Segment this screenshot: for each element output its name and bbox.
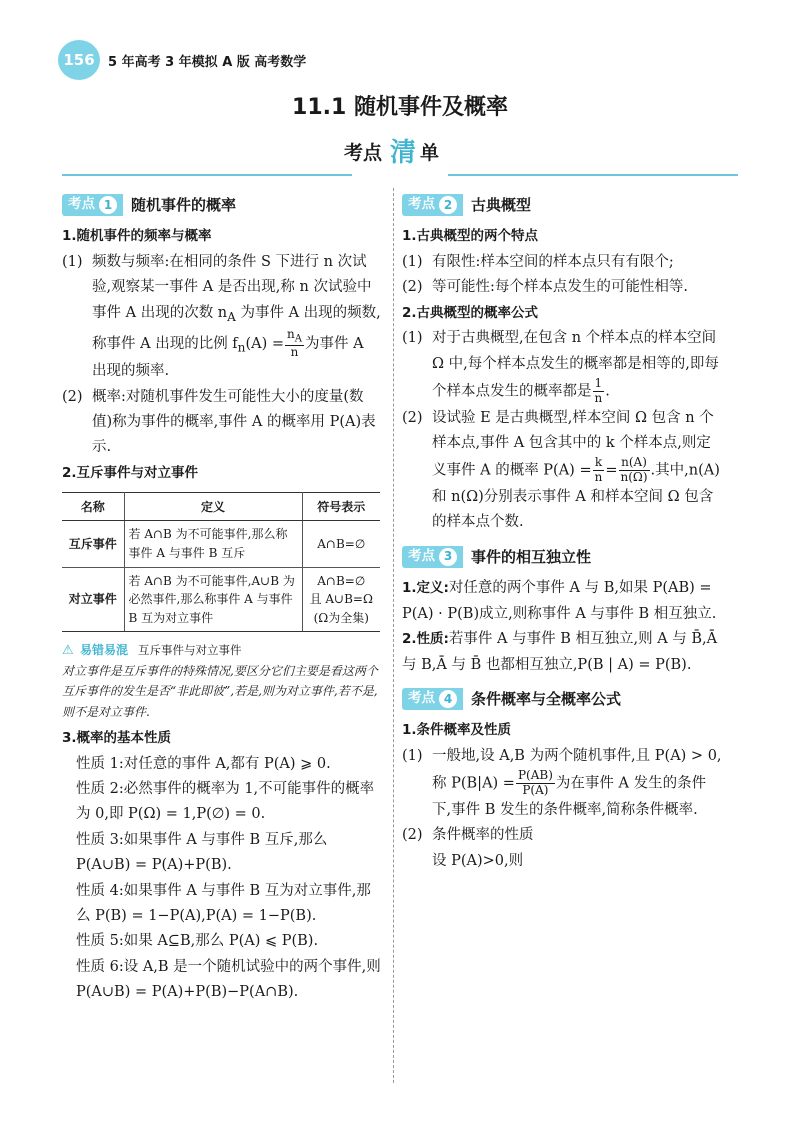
fraction: $\frac{1}{n}$: [594, 376, 603, 405]
list-item: (1) 一般地,设 A,B 为两个随机事件,且 P(A) > 0,称 P(B|A) = $\frac{P(AB)}{P(A)}$ 为在事件 A 发生的条件下,事件 B 发生的条件概率,简称条件概率.: [402, 747, 722, 818]
section-header: [402, 192, 722, 218]
subheading: 2.互斥事件与对立事件: [62, 464, 199, 481]
section-number: 2: [439, 196, 457, 214]
table-header: 符号表示: [302, 493, 380, 521]
subheading: 1.古典概型的两个特点: [402, 228, 539, 245]
property-intro: 设 P(A)>0,则: [432, 852, 524, 869]
events-table: [62, 492, 380, 632]
section-tag: 考点 4: [402, 688, 463, 710]
section-title: 古典概型: [471, 196, 532, 214]
section-number: 4: [439, 690, 457, 708]
section-header: [62, 192, 382, 218]
section-tag: 考点 3: [402, 546, 463, 568]
list-item: (2) 设试验 E 是古典概型,样本空间 Ω 包含 n 个样本点,事件 A 包含其中的 k 个样本点,则定义事件 A 的概率 P(A) = $\frac{k}{n}$ = $\frac{n(A)}{n(\Omega)}$ .其中,n(A)和 n(Ω)分别表示事件 A 和样本空间 Ω 包含的样本点个数.: [402, 409, 720, 531]
section-number: 1: [99, 196, 117, 214]
banner-part3: 单: [420, 142, 440, 164]
section-number: 3: [439, 548, 457, 566]
list-item: (1) 频数与频率:在相同的条件 S 下进行 n 次试验,观察某一事件 A 是否出现,称 n 次试验中事件 A 出现的次数 $n_A$ 为事件 A 出现的频数,称事件 A 出现的比例 $f_n(A)$ = $\frac{n_A}{n}$ 为事件 A 出现的频率.: [62, 253, 381, 380]
warning-note: [62, 640, 382, 722]
column-divider: [393, 188, 394, 1083]
property-item: 性质 5:如果 A⊆B,那么 P(A) ⩽ P(B).: [76, 933, 319, 950]
subheading: 1.随机事件的频率与概率: [62, 228, 212, 245]
book-title: 5 年高考 3 年模拟 A 版 高考数学: [108, 55, 307, 70]
banner-rule-right: [448, 174, 738, 176]
property-item: 性质 1:对任意的事件 A,都有 P(A) ⩾ 0.: [76, 755, 331, 772]
fraction: $\frac{P(AB)}{P(A)}$: [517, 768, 553, 798]
property-item: 性质 4:如果事件 A 与事件 B 互为对立事件,那么 P(B) = 1−P(A),P(A) = 1−P(B).: [76, 882, 371, 924]
banner-part1: 考点: [344, 142, 383, 164]
section-banner: [340, 132, 460, 172]
section-header: [402, 686, 722, 712]
section-header: [402, 544, 722, 570]
warning-body: 对立事件是互斥事件的特殊情况,要区分它们主要是看这两个互斥事件的发生是否“非此即彼”,若是,则为对立事件,若不是,则不是对立事件.: [62, 663, 378, 719]
warning-subtitle: 互斥事件与对立事件: [138, 642, 242, 657]
section-title: 事件的相互独立性: [471, 547, 592, 566]
section-title: 随机事件的概率: [131, 196, 237, 214]
warning-label: 易错易混: [80, 643, 129, 658]
page-number-badge: [58, 40, 100, 80]
fraction: $\frac{k}{n}$: [594, 455, 603, 485]
page-number: 156: [63, 51, 95, 69]
table-row: 对立事件 若 A∩B 为不可能事件,A∪B 为必然事件,那么称事件 A 与事件 B 互为对立事件 A∩B=∅ 且 A∪B=Ω (Ω为全集): [62, 567, 380, 632]
subheading: 3.概率的基本性质: [62, 730, 172, 747]
table-row: 互斥事件 若 A∩B 为不可能事件,那么称事件 A 与事件 B 互斥 A∩B=∅: [62, 521, 380, 567]
section-tag: 考点 2: [402, 194, 463, 216]
list-item: (2) 等可能性:每个样本点发生的可能性相等.: [402, 279, 688, 296]
list-item: (1) 有限性:样本空间的样本点只有有限个;: [402, 253, 674, 270]
definition-paragraph: 1.定义:对任意的两个事件 A 与 B,如果 P(AB) = P(A) · P(B)成立,则称事件 A 与事件 B 相互独立.: [402, 579, 717, 622]
table-header: 定义: [124, 493, 302, 521]
list-item: (2) 条件概率的性质: [402, 827, 534, 844]
fraction: $\frac{n_A}{n}$: [287, 326, 302, 359]
left-column: [62, 190, 382, 1005]
property-item: 性质 2:必然事件的概率为 1,不可能事件的概率为 0,即 P(Ω) = 1,P(∅) = 0.: [76, 781, 375, 823]
list-item: (2) 概率:对随机事件发生可能性大小的度量(数值)称为事件的概率,事件 A 的概率用 P(A)表示.: [62, 388, 376, 456]
subheading: 2.古典概型的概率公式: [402, 304, 539, 321]
list-item: (1) 对于古典概型,在包含 n 个样本点的样本空间 Ω 中,每个样本点发生的概率都是相等的,即每个样本点发生的概率都是 $\frac{1}{n}$ .: [402, 330, 719, 405]
section-title: 条件概率与全概率公式: [471, 690, 622, 708]
property-item: 性质 6:设 A,B 是一个随机试验中的两个事件,则 P(A∪B) = P(A)+P(B)−P(A∩B).: [76, 958, 381, 1001]
warning-icon: ⚠: [62, 642, 74, 658]
banner-part2: 清: [390, 138, 417, 168]
property-item: 性质 3:如果事件 A 与事件 B 互斥,那么 P(A∪B) = P(A)+P(B).: [76, 831, 328, 874]
property-paragraph: 2.性质:若事件 A 与事件 B 相互独立,则 A 与 B̄,Ā 与 B,Ā 与 B̄ 也都相互独立,P(B | A) = P(B).: [402, 630, 718, 673]
chapter-title: 11.1 随机事件及概率: [292, 95, 508, 120]
fraction: $\frac{n(A)}{n(\Omega)}$: [620, 455, 648, 485]
banner-rule-left: [62, 174, 352, 176]
subheading: 1.条件概率及性质: [402, 722, 512, 739]
section-tag: 考点 1: [62, 194, 123, 216]
right-column: [402, 190, 722, 874]
table-header: 名称: [62, 493, 124, 521]
